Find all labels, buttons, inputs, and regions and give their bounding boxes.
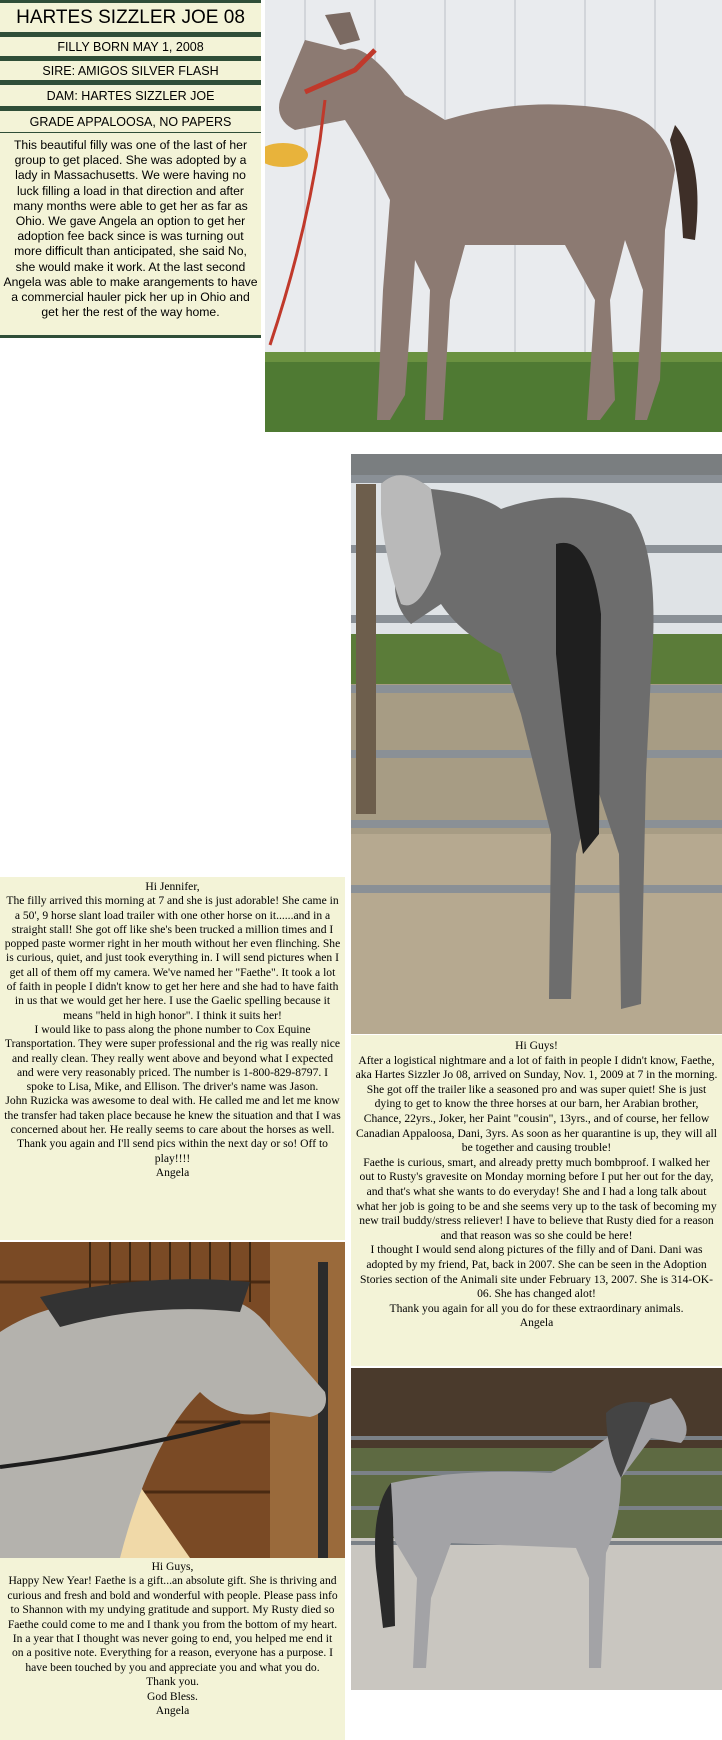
letter-paragraph: Happy New Year! Faethe is a gift...an absolute gift. She is thriving and curious and fresh and bold and wonderful with people. Please pass info to Shannon with my undying gratitude and support. My Rusty died so Faethe could come to me and I thank you from the bottom of my heart. In a year that I thought was never going to end, you helped me end it on a positive note. Everything for a reason, everyone has a purpose. I have been touched by you and appreciate you and what you do. [7, 1574, 338, 1674]
letter-greeting: Hi Jennifer, [145, 880, 200, 893]
letter-paragraph: After a logistical nightmare and a lot of faith in people I didn't know, Faethe, aka Hartes Sizzler Jo 08, arrived on Sunday, Nov. 1, 2009 at 7 in the morning. She got off the trailer like a seasoned pro and was super quiet! She is just dying to get to know the three horses at our barn, her Arabian brother, Chance, 22yrs., Joker, her Paint "cousin", 13yrs., and of course, her fellow Canadian Appaloosa, Dani, 3yrs. As soon as her quarantine is up, they will all be together and causing trouble! [355, 1053, 718, 1155]
letter-new-year [0, 1558, 345, 1740]
photo-filly-halter [265, 0, 722, 432]
letter-paragraph: Thank you again and I'll send pics within the next day or so! Off to play!!!! [17, 1137, 328, 1165]
letter-signature: Angela [519, 1316, 554, 1330]
letter-paragraph: Thank you again for all you do for these extraordinary animals. [389, 1301, 684, 1315]
letter-arrival [0, 877, 345, 1240]
photo-horse-fence [351, 454, 722, 1034]
letter-blessing: God Bless. [147, 1689, 198, 1703]
intro-text: This beautiful filly was one of the last of her group to get placed. She was adopted by a lady in Massachusetts. We were having no luck filling a load in that direction and after many months were able to get her as far as Ohio. We gave Angela an option to get her adoption fee back since is was turning out more difficult than anticipated, she said No, she would make it work. At the last second Angela was able to make arangements to have a commercial hauler pick her up in Ohio and get her the rest of the way home. [0, 133, 261, 338]
letter-paragraph: The filly arrived this morning at 7 and she is just adorable! She came in a 50', 9 horse slant load trailer with one other horse on it......and in a straight stall! She got off like she's been trucked a million times and I popped paste wormer right in her mouth without her even flinching. She is curious, quiet, and just took everything in. I will send pictures when I get all of them off my camera. We've named her "Faethe". It took a lot of faith in people I didn't know to get her here and she had to have faith in us that we would get her here. I use the Gaelic spelling because it means "held in high honor". I think it suits her! [4, 894, 341, 1022]
photo-horse-stall [0, 1242, 345, 1558]
letter-thanks: Thank you. [146, 1675, 199, 1689]
letter-paragraph: John Ruzicka was awesome to deal with. He called me and let me know the transfer had taken place because he knew the situation and that I was concerned about her. He really seems to care about the horses as well. [4, 1094, 341, 1137]
letter-greeting: Hi Guys! [515, 1039, 558, 1052]
letter-paragraph: Faethe is curious, smart, and already pretty much bombproof. I walked her out to Rusty's gravesite on Monday morning before I put her out for the day, and that's what she wants to do everyday! She and I had a long talk about what her job is going to be and she seems very up to the task of becoming my new trail buddy/stress reliever! I have to believe that Rusty died for a reason and that reason was so she could be here! [356, 1155, 717, 1242]
letter-update [351, 1035, 722, 1366]
photo-horse-paddock [351, 1368, 722, 1690]
letter-signature: Angela [155, 1704, 190, 1718]
grade-banner: GRADE APPALOOSA, NO PAPERS [0, 108, 261, 135]
birth-date-banner: FILLY BORN MAY 1, 2008 [0, 34, 261, 59]
letter-paragraph: I thought I would send along pictures of the filly and of Dani. Dani was adopted by my friend, Pat, back in 2007. She can be seen in the Adoption Stories section of the Animali site under February 13, 2007. She is 314-OK-06. She has changed alot! [360, 1243, 713, 1301]
letter-signature: Angela [155, 1165, 190, 1179]
letter-greeting: Hi Guys, [151, 1560, 194, 1573]
sire-banner: SIRE: AMIGOS SILVER FLASH [0, 58, 261, 83]
dam-banner: DAM: HARTES SIZZLER JOE [0, 82, 261, 109]
letter-paragraph: I would like to pass along the phone number to Cox Equine Transportation. They were super professional and the rig was really nice and really clean. They really went above and beyond what I expected and were very reasonably priced. The number is 1-800-829-8797. I spoke to Lisa, Mike, and Ellison. The driver's name was Jason. [4, 1022, 341, 1094]
page-title: HARTES SIZZLER JOE 08 [0, 0, 261, 35]
